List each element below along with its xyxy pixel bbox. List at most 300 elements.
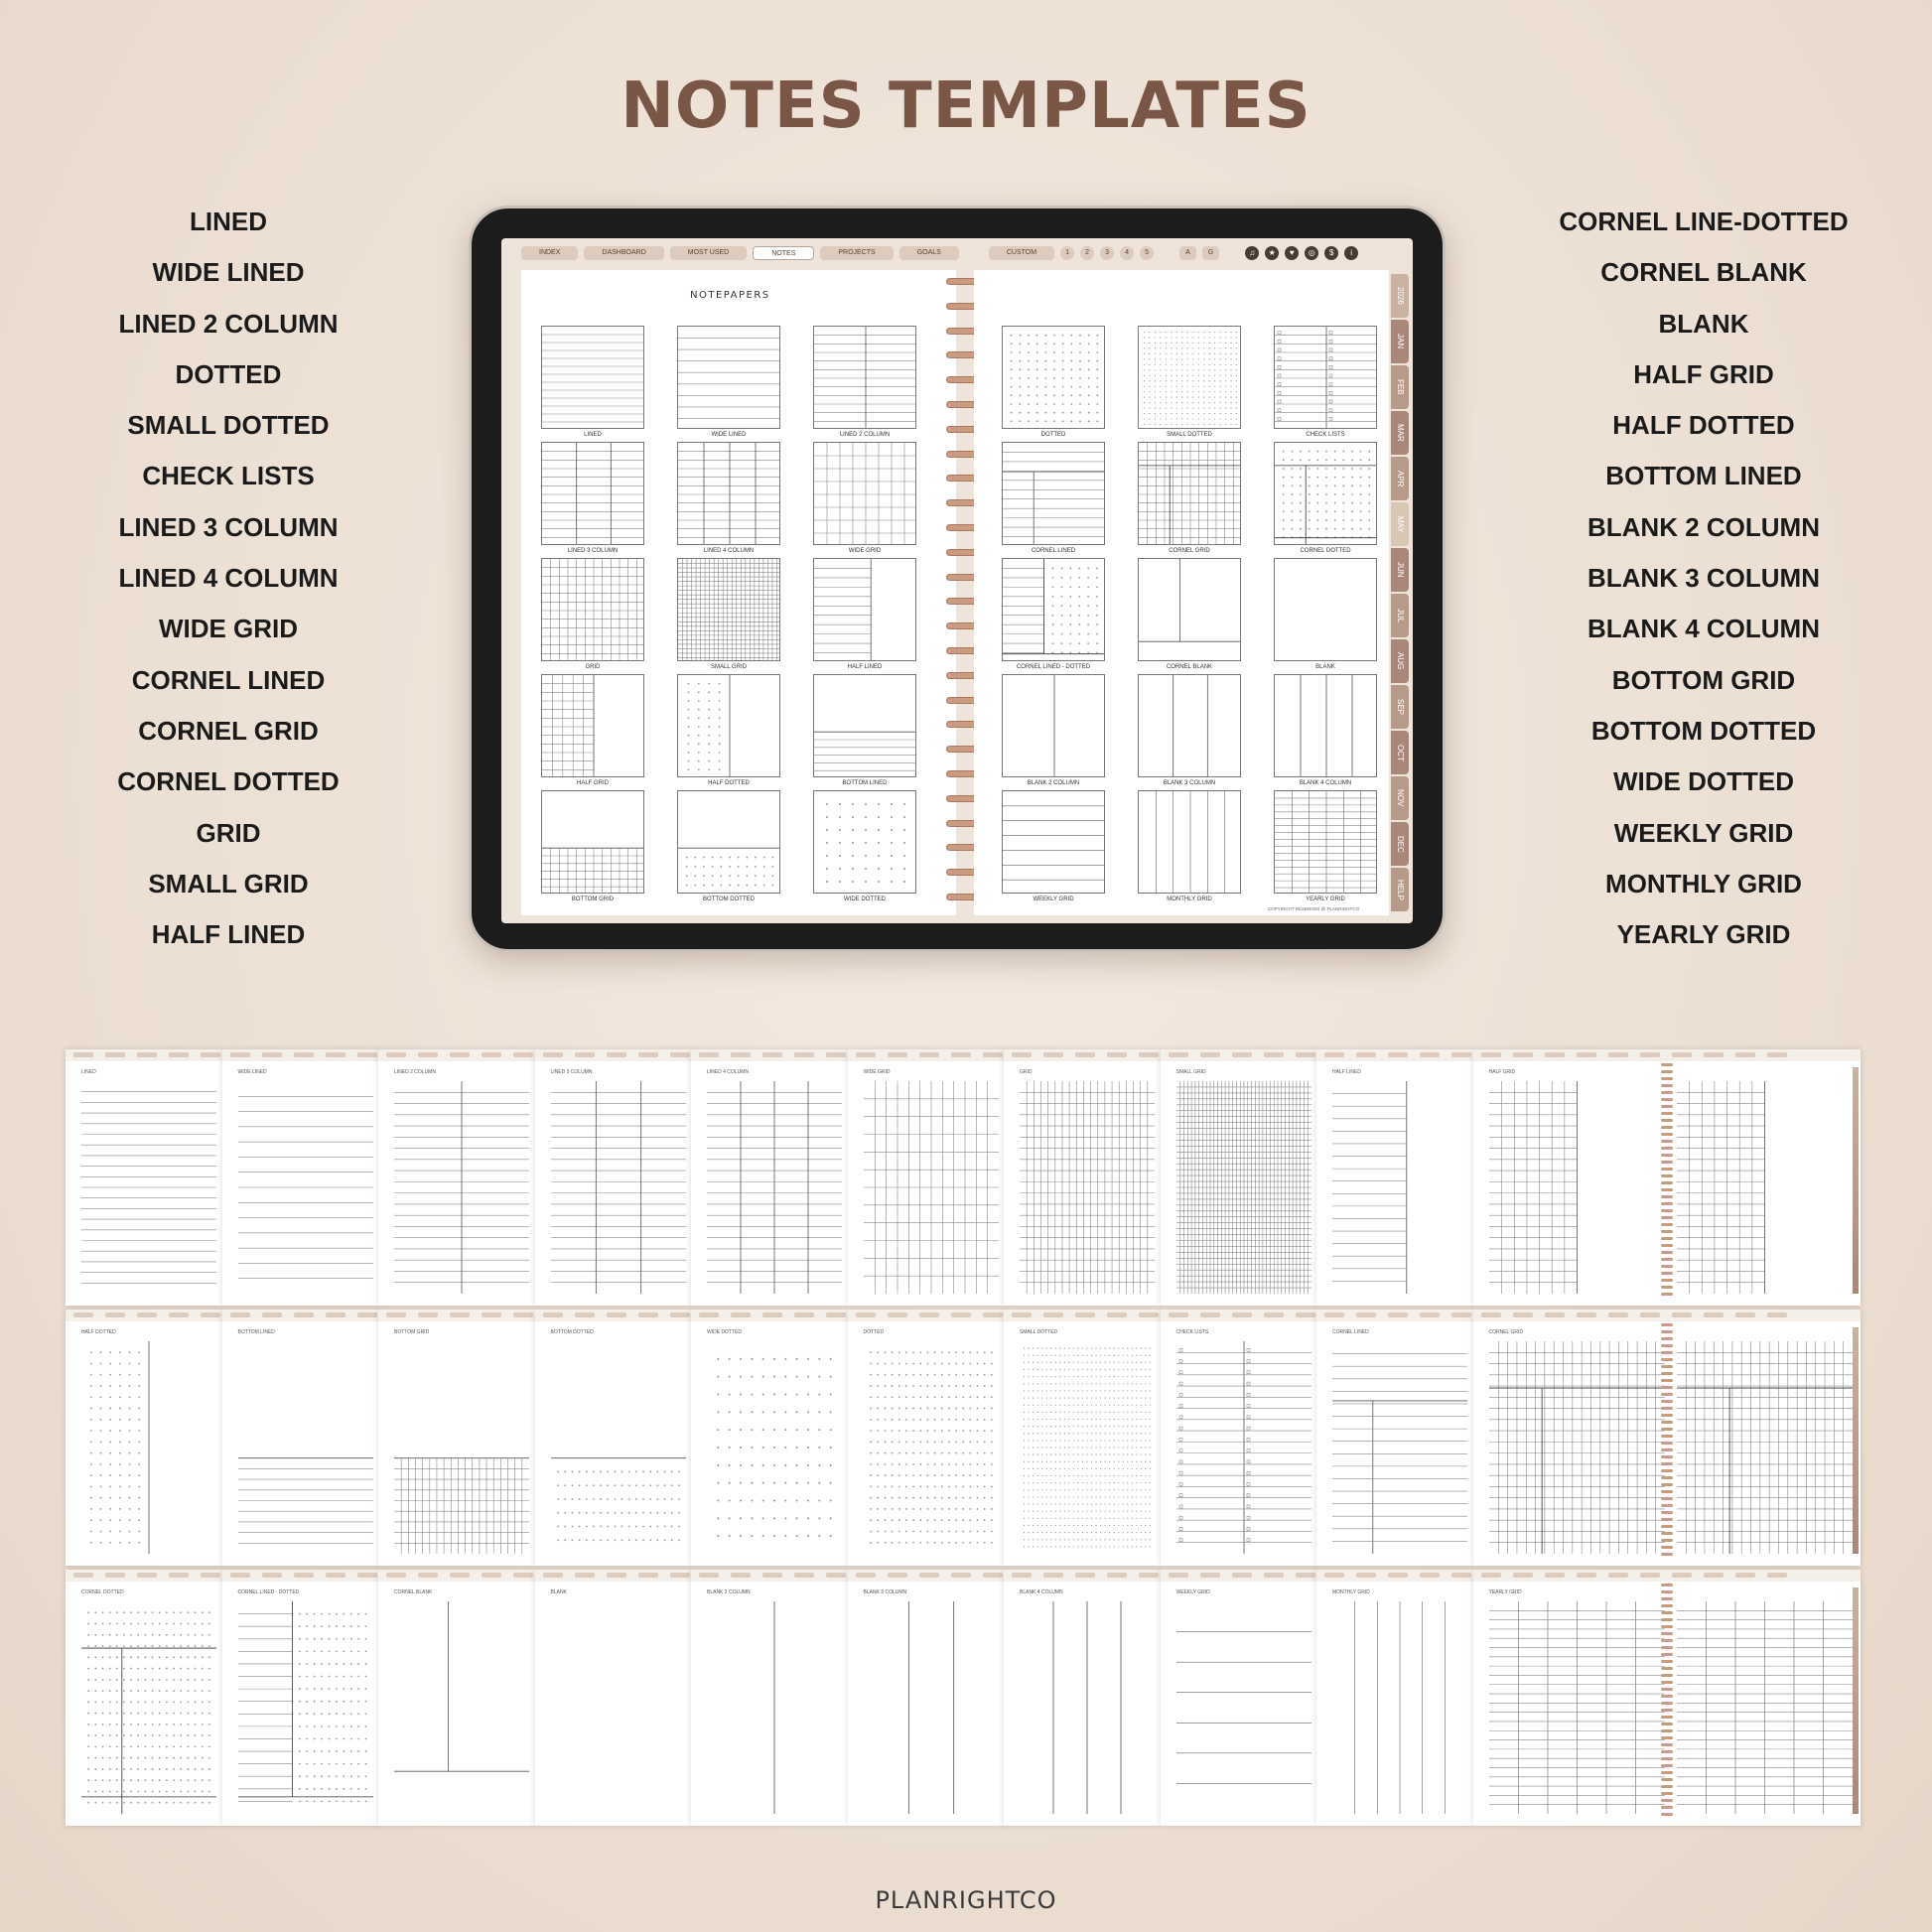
card-title: BLANK 4 COLUMN [1020, 1589, 1063, 1595]
template-thumbnail-label: CORNEL DOTTED [1300, 548, 1351, 554]
template-page-card[interactable] [1473, 1049, 1861, 1306]
template-page-card[interactable] [1473, 1310, 1861, 1566]
card-title: YEARLY GRID [1488, 1589, 1522, 1595]
card-body [1176, 1341, 1311, 1554]
card-title: BLANK [550, 1589, 567, 1595]
card-navbar [1004, 1049, 1161, 1061]
template-name-item: YEARLY GRID [1616, 919, 1791, 950]
template-thumbnail-label: WIDE GRID [848, 548, 882, 554]
template-thumbnail[interactable] [541, 790, 644, 894]
template-thumbnail[interactable] [1138, 558, 1241, 661]
template-page-card[interactable] [222, 1570, 379, 1826]
template-page-card[interactable] [1316, 1049, 1473, 1306]
nav-number-button[interactable]: 2 [1080, 246, 1094, 260]
pattern-bottomgrid [394, 1341, 529, 1554]
card-title: BLANK 2 COLUMN [707, 1589, 751, 1595]
template-thumbnail-label: BLANK 4 COLUMN [1299, 780, 1352, 786]
nav-tab-custom[interactable]: CUSTOM [989, 246, 1054, 260]
template-name-item: HALF GRID [1633, 358, 1774, 389]
pattern-weekly [1003, 791, 1105, 894]
card-navbar [66, 1310, 222, 1321]
template-thumbnail-label: SMALL GRID [710, 664, 748, 670]
template-name-item: BOTTOM DOTTED [1590, 715, 1817, 746]
template-thumbnail[interactable] [541, 442, 644, 545]
template-list-left [20, 199, 437, 962]
card-navbar [378, 1049, 535, 1061]
notepapers-title: NOTEPAPERS [690, 290, 770, 301]
card-body [238, 1601, 373, 1814]
pattern-blank3 [1139, 675, 1241, 777]
month-tab[interactable]: JUN [1391, 548, 1409, 592]
card-navbar [66, 1570, 222, 1582]
nav-tab-notes[interactable]: NOTES [753, 246, 814, 260]
pattern-cornellinedotted [1003, 559, 1105, 661]
month-tab[interactable]: SEP [1391, 685, 1409, 729]
template-page-card[interactable] [691, 1570, 848, 1826]
dollar-icon[interactable]: $ [1324, 246, 1338, 260]
template-thumbnail-label: HALF GRID [576, 780, 609, 786]
template-thumbnail[interactable] [677, 790, 780, 894]
template-thumbnail[interactable] [1002, 790, 1105, 894]
template-thumbnail[interactable] [1138, 326, 1241, 429]
card-title: CORNEL LINED [1332, 1329, 1369, 1335]
template-thumbnail[interactable] [1002, 558, 1105, 661]
card-navbar [535, 1049, 692, 1061]
template-thumbnail-label: DOTTED [1040, 432, 1066, 438]
pattern-halfgrid [542, 675, 644, 777]
card-body [551, 1081, 686, 1294]
card-title: LINED [81, 1069, 96, 1075]
card-navbar [1161, 1049, 1317, 1061]
template-thumbnail-label: YEARLY GRID [1306, 897, 1345, 902]
template-page-card[interactable] [378, 1310, 535, 1566]
template-thumbnail[interactable] [1138, 442, 1241, 545]
pattern-cornelgrid [1489, 1341, 1665, 1554]
template-thumbnail-label: SMALL DOTTED [1167, 432, 1212, 438]
card-body [864, 1601, 999, 1814]
template-name-item: DOTTED [175, 358, 282, 389]
template-thumbnail[interactable] [677, 442, 780, 545]
card-title: MONTHLY GRID [1332, 1589, 1370, 1595]
pattern-cornelblank [1139, 559, 1241, 661]
template-page-card[interactable] [1004, 1310, 1161, 1566]
nav-tab-goals[interactable]: GOALS [899, 246, 959, 260]
pattern-bottomdotted [551, 1341, 686, 1554]
pattern-halfdotted [81, 1341, 216, 1554]
template-name-item: LINED 3 COLUMN [118, 511, 339, 542]
pattern-weekly [1176, 1601, 1311, 1814]
month-tabs [1391, 274, 1411, 913]
card-title: LINED 3 COLUMN [550, 1069, 593, 1075]
template-thumbnail-label: CORNEL LINED - DOTTED [1016, 664, 1091, 670]
pattern-dotted [1003, 327, 1105, 429]
pattern-checklists [1176, 1341, 1311, 1554]
template-page-card[interactable] [222, 1049, 379, 1306]
card-navbar [222, 1570, 379, 1582]
template-page-card[interactable] [535, 1049, 692, 1306]
month-tab[interactable]: AUG [1391, 639, 1409, 683]
template-thumbnail[interactable] [813, 790, 916, 894]
card-navbar [691, 1049, 848, 1061]
template-thumbnail-label: GRID [585, 664, 601, 670]
template-name-item: BOTTOM GRID [1611, 664, 1796, 695]
card-body [1176, 1081, 1311, 1294]
pattern-monthly [1332, 1601, 1467, 1814]
pattern-lined [542, 327, 644, 429]
pattern-bottomlined [814, 675, 916, 777]
card-title: LINED 2 COLUMN [394, 1069, 436, 1075]
info-icon[interactable]: i [1344, 246, 1358, 260]
planner-navbar [521, 243, 1358, 263]
card-navbar [1161, 1310, 1317, 1321]
pattern-halfdotted [678, 675, 780, 777]
template-thumbnail-label: HALF LINED [847, 664, 883, 670]
month-tab[interactable]: JAN [1391, 320, 1409, 363]
pattern-corneldotted [1275, 443, 1377, 545]
month-tab[interactable]: APR [1391, 457, 1409, 500]
template-page-card[interactable] [1161, 1310, 1317, 1566]
card-body [1332, 1601, 1467, 1814]
card-body [1020, 1341, 1155, 1554]
pattern-lined2 [394, 1081, 529, 1294]
pattern-checklists [1275, 327, 1377, 429]
card-body [81, 1601, 216, 1814]
pattern-smallgrid [1176, 1081, 1311, 1294]
card-body [1332, 1341, 1467, 1554]
pattern-cornelgrid [1677, 1341, 1853, 1554]
card-title: BOTTOM LINED [237, 1329, 275, 1335]
card-navbar [848, 1049, 1005, 1061]
pattern-bottomlined [238, 1341, 373, 1554]
template-page-card[interactable] [378, 1049, 535, 1306]
spiral-binding [1661, 1584, 1673, 1820]
brand-name: PLANRIGHTCO [875, 1886, 1057, 1914]
card-navbar [1004, 1310, 1161, 1321]
card-title: CORNEL GRID [1488, 1329, 1524, 1335]
spiral-binding [1661, 1323, 1673, 1560]
card-navbar [1004, 1570, 1161, 1582]
card-title: BLANK 3 COLUMN [863, 1589, 907, 1595]
template-name-item: BOTTOM LINED [1605, 461, 1802, 491]
pattern-halfgrid [1489, 1081, 1665, 1294]
template-page-card[interactable] [848, 1049, 1005, 1306]
card-body [707, 1601, 842, 1814]
template-thumbnail[interactable] [541, 326, 644, 429]
template-thumbnail-label: BLANK 3 COLUMN [1163, 780, 1216, 786]
template-thumbnail-label: WEEKLY GRID [1033, 897, 1074, 902]
template-page-card[interactable] [1004, 1049, 1161, 1306]
month-tab[interactable]: OCT [1391, 731, 1409, 774]
month-tab[interactable]: JUL [1391, 594, 1409, 637]
template-page-card[interactable] [66, 1049, 222, 1306]
template-thumbnail[interactable] [813, 326, 916, 429]
card-body [238, 1341, 373, 1554]
card-title: HALF GRID [1488, 1069, 1516, 1075]
card-body [864, 1081, 999, 1294]
card-navbar [848, 1570, 1005, 1582]
pattern-smallgrid [678, 559, 780, 661]
card-navbar [222, 1049, 379, 1061]
template-page-card[interactable] [1004, 1570, 1161, 1826]
card-navbar [848, 1310, 1005, 1321]
template-thumbnail[interactable] [1274, 326, 1377, 429]
template-name-item: LINED [190, 207, 267, 236]
template-thumbnail-label: BLANK 2 COLUMN [1027, 780, 1080, 786]
card-title: CHECK LISTS [1175, 1329, 1209, 1335]
nav-letter-button[interactable]: A [1179, 246, 1196, 260]
pattern-lined3 [542, 443, 644, 545]
template-name-item: WIDE LINED [152, 257, 305, 288]
card-title: CORNEL BLANK [394, 1589, 433, 1595]
template-page-card[interactable] [1316, 1570, 1473, 1826]
template-name-item: CORNEL LINED [131, 664, 326, 695]
pattern-corneldotted [81, 1601, 216, 1814]
template-page-card[interactable] [691, 1049, 848, 1306]
pattern-grid [542, 559, 644, 661]
template-page-card[interactable] [1161, 1049, 1317, 1306]
template-thumbnail-label: BOTTOM LINED [842, 780, 888, 786]
template-page-card[interactable] [535, 1570, 692, 1826]
nav-number-button[interactable]: 3 [1100, 246, 1114, 260]
bell-icon[interactable]: ♫ [1245, 246, 1259, 260]
star-icon[interactable]: ★ [1265, 246, 1279, 260]
page-title: NOTES TEMPLATES [621, 69, 1311, 143]
month-tab[interactable]: DEC [1391, 822, 1409, 866]
card-navbar [535, 1310, 692, 1321]
pattern-yearly [1677, 1601, 1853, 1814]
pattern-cornellinedotted [238, 1601, 373, 1814]
pattern-smalldotted [1020, 1341, 1155, 1554]
template-name-item: HALF LINED [151, 919, 306, 950]
card-body [1020, 1081, 1155, 1294]
card-body [864, 1341, 999, 1554]
template-thumbnail[interactable] [1002, 674, 1105, 777]
pattern-halflined [1332, 1081, 1467, 1294]
card-navbar [1316, 1570, 1473, 1582]
pattern-lined2 [814, 327, 916, 429]
heart-icon[interactable]: ♥ [1285, 246, 1299, 260]
template-name-item: BLANK 4 COLUMN [1587, 614, 1820, 644]
month-tab[interactable]: 2026 [1391, 274, 1409, 318]
pattern-grid [1020, 1081, 1155, 1294]
pattern-cornellined [1332, 1341, 1467, 1554]
nav-letter-button[interactable]: G [1202, 246, 1219, 260]
card-title: WEEKLY GRID [1175, 1589, 1210, 1595]
pattern-widegrid [814, 443, 916, 545]
pattern-blank3 [864, 1601, 999, 1814]
card-body [707, 1341, 842, 1554]
card-navbar [691, 1310, 848, 1321]
template-thumbnail[interactable] [1002, 442, 1105, 545]
template-page-card[interactable] [66, 1570, 222, 1826]
card-navbar [1161, 1570, 1317, 1582]
nav-tab-projects[interactable]: PROJECTS [820, 246, 893, 260]
template-page-card[interactable] [535, 1310, 692, 1566]
card-navbar [1473, 1570, 1861, 1582]
card-body [394, 1081, 529, 1294]
card-navbar [535, 1570, 692, 1582]
template-thumbnail[interactable] [677, 674, 780, 777]
template-name-item: CORNEL LINE-DOTTED [1559, 207, 1849, 236]
template-name-item: SMALL DOTTED [127, 410, 330, 441]
card-body [707, 1081, 842, 1294]
template-thumbnail-label: HALF DOTTED [708, 780, 750, 786]
notebook-left-page [521, 270, 956, 915]
pattern-lined [81, 1081, 216, 1294]
card-title: SMALL DOTTED [1020, 1329, 1058, 1335]
month-tab[interactable]: HELP [1391, 868, 1409, 911]
month-tab[interactable]: FEB [1391, 365, 1409, 409]
card-navbar [378, 1570, 535, 1582]
template-thumbnail[interactable] [813, 558, 916, 661]
template-thumbnail[interactable] [541, 558, 644, 661]
pattern-blank4 [1020, 1601, 1155, 1814]
template-thumbnail[interactable] [677, 326, 780, 429]
template-page-card[interactable] [222, 1310, 379, 1566]
nav-number-button[interactable]: 4 [1120, 246, 1134, 260]
pattern-halflined [814, 559, 916, 661]
card-title: SMALL GRID [1175, 1069, 1206, 1075]
template-page-card[interactable] [848, 1570, 1005, 1826]
card-body [238, 1081, 373, 1294]
pattern-blank2 [1003, 675, 1105, 777]
nav-number-button[interactable]: 1 [1060, 246, 1074, 260]
template-thumbnail-label: CORNEL LINED [1031, 548, 1076, 554]
pattern-lined4 [678, 443, 780, 545]
template-page-card[interactable] [848, 1310, 1005, 1566]
pattern-widedotted [814, 791, 916, 894]
month-tabs [1853, 1587, 1859, 1814]
card-title: GRID [1020, 1069, 1033, 1075]
card-navbar [66, 1049, 222, 1061]
template-page-card[interactable] [1161, 1570, 1317, 1826]
card-navbar [222, 1310, 379, 1321]
pattern-cornelblank [394, 1601, 529, 1814]
card-body [394, 1601, 529, 1814]
card-title: WIDE DOTTED [707, 1329, 742, 1335]
template-page-card[interactable] [378, 1570, 535, 1826]
template-name-item: HALF DOTTED [1612, 410, 1795, 441]
template-thumbnail[interactable] [1274, 442, 1377, 545]
pattern-dotted [864, 1341, 999, 1554]
pattern-bottomgrid [542, 791, 644, 894]
template-thumbnail-label: BOTTOM GRID [571, 897, 615, 902]
month-tab[interactable]: MAY [1391, 502, 1409, 546]
template-thumbnail[interactable] [1274, 790, 1377, 894]
card-title: HALF LINED [1332, 1069, 1361, 1075]
card-navbar [1473, 1049, 1861, 1061]
card-title: BOTTOM DOTTED [550, 1329, 594, 1335]
template-thumbnail[interactable] [677, 558, 780, 661]
template-thumbnail[interactable] [1274, 558, 1377, 661]
pattern-lined4 [707, 1081, 842, 1294]
card-body [551, 1341, 686, 1554]
pattern-smalldotted [1139, 327, 1241, 429]
tablet-device [469, 206, 1446, 952]
template-thumbnail-label: BOTTOM DOTTED [703, 897, 755, 902]
template-name-item: BLANK 2 COLUMN [1587, 511, 1820, 542]
notebook-right-page [974, 270, 1389, 915]
card-body [1020, 1601, 1155, 1814]
template-name-item: CHECK LISTS [142, 461, 315, 491]
template-thumbnail[interactable] [813, 674, 916, 777]
card-title: WIDE GRID [863, 1069, 891, 1075]
card-body [1332, 1081, 1467, 1294]
card-title: DOTTED [863, 1329, 885, 1335]
template-page-card[interactable] [1316, 1310, 1473, 1566]
template-thumbnail[interactable] [1002, 326, 1105, 429]
card-navbar [1316, 1310, 1473, 1321]
template-thumbnail[interactable] [1274, 674, 1377, 777]
template-page-card[interactable] [66, 1310, 222, 1566]
nav-tab-dashboard[interactable]: DASHBOARD [584, 246, 663, 260]
template-name-item: LINED 2 COLUMN [118, 308, 339, 339]
template-page-strip [66, 1049, 1868, 1861]
card-navbar [1316, 1049, 1473, 1061]
copyright-text: COPYRIGHT RESERVED @ PLANRIGHTCO [1267, 906, 1359, 911]
template-thumbnail-label: WIDE DOTTED [844, 897, 886, 902]
template-page-card[interactable] [1473, 1570, 1861, 1826]
template-thumbnail-label: CORNEL GRID [1169, 548, 1210, 554]
pattern-blank [1275, 559, 1377, 661]
spiral-binding [960, 278, 970, 913]
pattern-yearly [1489, 1601, 1665, 1814]
template-name-item: CORNEL BLANK [1600, 257, 1807, 288]
pattern-blank2 [707, 1601, 842, 1814]
template-thumbnail[interactable] [541, 674, 644, 777]
tablet-screen [501, 238, 1413, 923]
template-name-item: CORNEL DOTTED [117, 766, 340, 797]
month-tabs [1853, 1327, 1859, 1554]
globe-icon[interactable]: ◎ [1305, 246, 1318, 260]
pattern-halfgrid [1677, 1081, 1853, 1294]
template-thumbnail[interactable] [1138, 790, 1241, 894]
template-thumbnail-label: BLANK [1315, 664, 1335, 670]
pattern-blank4 [1275, 675, 1377, 777]
template-thumbnail-label: CHECK LISTS [1306, 432, 1345, 438]
template-thumbnail[interactable] [813, 442, 916, 545]
pattern-widedotted [707, 1341, 842, 1554]
month-tabs [1853, 1067, 1859, 1294]
month-tab[interactable]: MAR [1391, 411, 1409, 455]
pattern-lined3 [551, 1081, 686, 1294]
template-thumbnail-label: LINED 2 COLUMN [839, 432, 891, 438]
spiral-binding [1661, 1063, 1673, 1300]
nav-number-button[interactable]: 5 [1140, 246, 1154, 260]
template-name-item: MONTHLY GRID [1605, 868, 1802, 898]
template-page-card[interactable] [691, 1310, 848, 1566]
card-body [551, 1601, 686, 1814]
card-navbar [378, 1310, 535, 1321]
template-thumbnail[interactable] [1138, 674, 1241, 777]
card-title: CORNEL LINED - DOTTED [237, 1589, 300, 1595]
card-title: HALF DOTTED [81, 1329, 116, 1335]
card-body [81, 1341, 216, 1554]
pattern-yearly [1275, 791, 1377, 894]
nav-tab-index[interactable]: INDEX [521, 246, 578, 260]
pattern-bottomdotted [678, 791, 780, 894]
template-thumbnail-label: CORNEL BLANK [1166, 664, 1213, 670]
card-title: CORNEL DOTTED [81, 1589, 124, 1595]
template-name-item: SMALL GRID [148, 868, 309, 898]
pattern-monthly [1139, 791, 1241, 894]
card-body [1176, 1601, 1311, 1814]
template-list-right [1495, 199, 1912, 962]
template-name-item: CORNEL GRID [138, 715, 319, 746]
card-navbar [691, 1570, 848, 1582]
nav-tab-most-used[interactable]: MOST USED [670, 246, 748, 260]
month-tab[interactable]: NOV [1391, 776, 1409, 820]
